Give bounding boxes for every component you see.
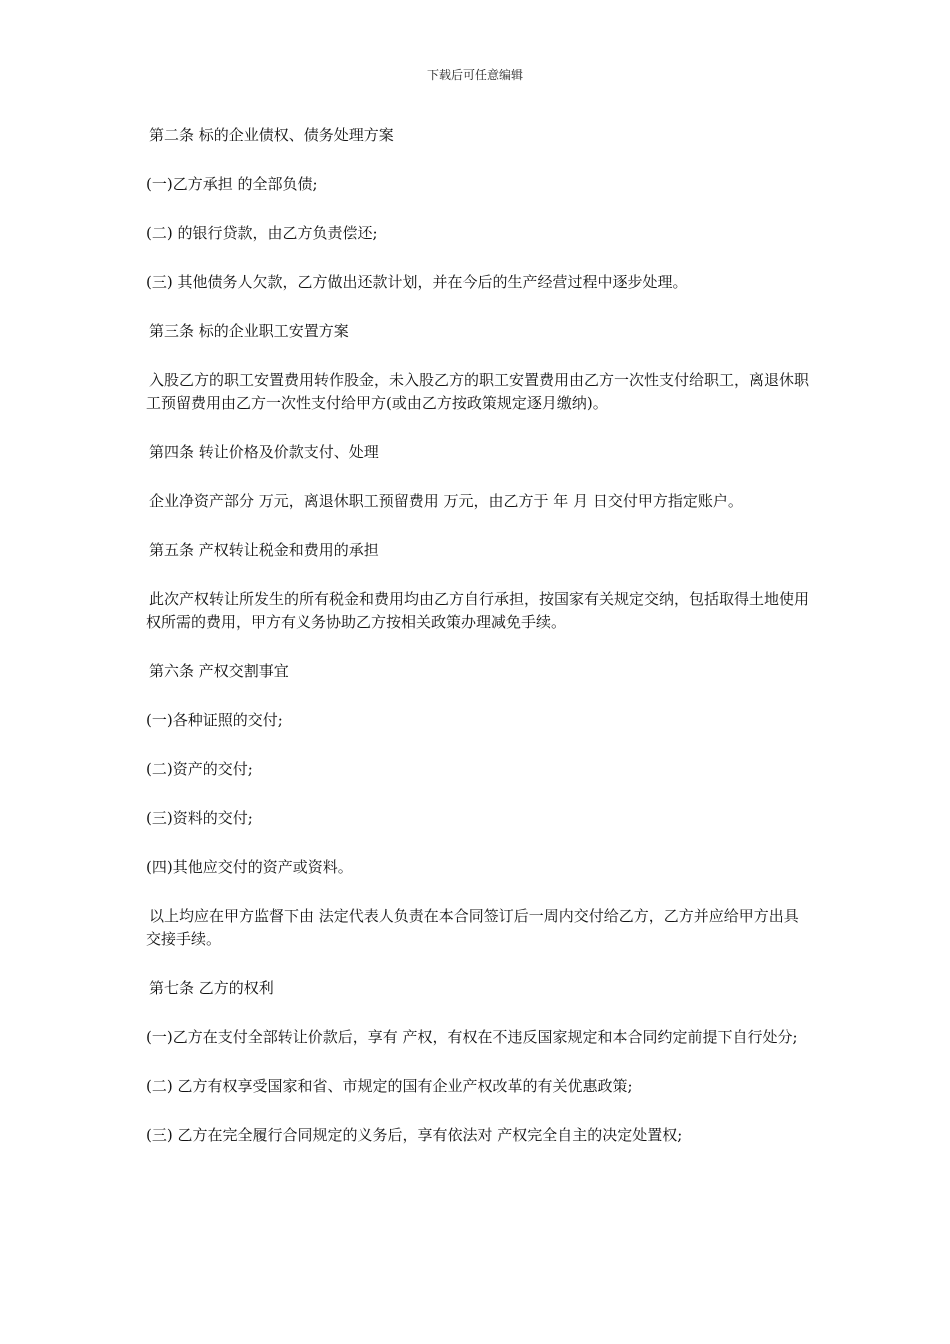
article-2-item-3: (三) 其他债务人欠款，乙方做出还款计划，并在今后的生产经营过程中逐步处理。 [146, 273, 688, 291]
article-5-heading: 第五条 产权转让税金和费用的承担 [149, 541, 379, 559]
document-body [146, 124, 810, 1173]
article-2-item-1: (一)乙方承担 的全部负债; [146, 175, 318, 193]
article-2-item-2: (二) 的银行贷款，由乙方负责偿还; [146, 224, 378, 242]
article-6-body: 以上均应在甲方监督下由 法定代表人负责在本合同签订后一周内交付给乙方，乙方并应给甲方出具交接手续。 [146, 907, 799, 948]
article-6-item-4: (四)其他应交付的资产或资料。 [146, 858, 353, 876]
article-6-item-3: (三)资料的交付; [146, 809, 253, 827]
article-4-body: 企业净资产部分 万元，离退休职工预留费用 万元，由乙方于 年 月 日交付甲方指定账户。 [149, 492, 743, 510]
article-3-heading: 第三条 标的企业职工安置方案 [149, 322, 349, 340]
article-5-body: 此次产权转让所发生的所有税金和费用均由乙方自行承担，按国家有关规定交纳，包括取得土地使用权所需的费用，甲方有义务协助乙方按相关政策办理减免手续。 [146, 590, 810, 631]
article-2-heading: 第二条 标的企业债权、债务处理方案 [149, 126, 394, 144]
article-6-item-1: (一)各种证照的交付; [146, 711, 283, 729]
article-6-heading: 第六条 产权交割事宜 [149, 662, 289, 680]
article-7-item-3: (三) 乙方在完全履行合同规定的义务后，享有依法对 产权完全自主的决定处置权; [146, 1126, 683, 1144]
article-7-heading: 第七条 乙方的权利 [149, 979, 274, 997]
article-7-item-2: (二) 乙方有权享受国家和省、市规定的国有企业产权改革的有关优惠政策; [146, 1077, 633, 1095]
page-header-note: 下载后可任意编辑 [426, 68, 523, 82]
article-7-item-1: (一)乙方在支付全部转让价款后，享有 产权，有权在不违反国家规定和本合同约定前提下自行处分; [146, 1028, 798, 1046]
article-3-body: 入股乙方的职工安置费用转作股金，未入股乙方的职工安置费用由乙方一次性支付给职工，离退休职工预留费用由乙方一次性支付给甲方(或由乙方按政策规定逐月缴纳)。 [146, 371, 810, 412]
article-4-heading: 第四条 转让价格及价款支付、处理 [149, 443, 379, 461]
article-6-item-2: (二)资产的交付; [146, 760, 253, 778]
